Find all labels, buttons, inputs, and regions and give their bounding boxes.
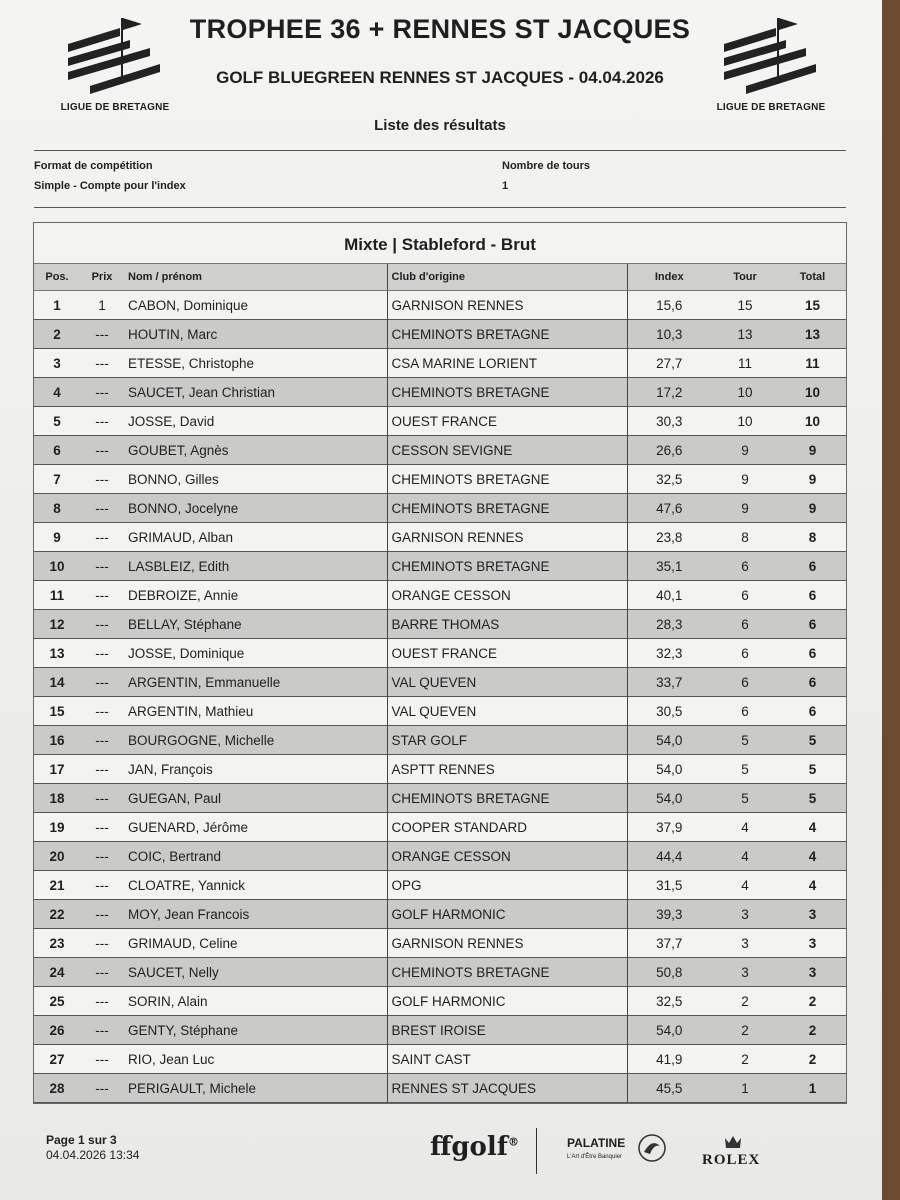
cell-index: 27,7 [627,349,711,378]
table-header-row [34,264,846,291]
table-row [34,610,846,639]
format-value: Simple - Compte pour l'index [34,180,186,192]
table-row [34,900,846,929]
cell-name: BELLAY, Stéphane [124,610,387,639]
cell-name: CLOATRE, Yannick [124,871,387,900]
cell-pos: 11 [34,581,80,610]
cell-tour: 9 [711,494,779,523]
format-label: Format de compétition [34,160,153,172]
cell-pos: 12 [34,610,80,639]
cell-tour: 9 [711,465,779,494]
cell-club: SAINT CAST [387,1045,627,1074]
cell-club: VAL QUEVEN [387,668,627,697]
cell-index: 50,8 [627,958,711,987]
cell-index: 54,0 [627,1016,711,1045]
cell-prix: --- [80,378,124,407]
cell-total: 9 [779,465,846,494]
cell-tour: 2 [711,1016,779,1045]
cell-name: COIC, Bertrand [124,842,387,871]
cell-prix: --- [80,726,124,755]
results-table [34,263,846,1103]
cell-index: 54,0 [627,784,711,813]
table-row [34,552,846,581]
page-number: Page 1 sur 3 [46,1133,117,1147]
cell-index: 26,6 [627,436,711,465]
cell-prix: --- [80,871,124,900]
palatine-tagline: L'Art d'Être Banquier [567,1154,622,1160]
cell-total: 4 [779,813,846,842]
cell-name: JOSSE, David [124,407,387,436]
cell-prix: --- [80,407,124,436]
cell-pos: 27 [34,1045,80,1074]
cell-name: GOUBET, Agnès [124,436,387,465]
cell-club: BREST IROISE [387,1016,627,1045]
cell-tour: 9 [711,436,779,465]
cell-name: ARGENTIN, Emmanuelle [124,668,387,697]
col-header-pos: Pos. [34,264,80,291]
cell-tour: 10 [711,407,779,436]
cell-club: GARNISON RENNES [387,929,627,958]
cell-club: COOPER STANDARD [387,813,627,842]
cell-tour: 5 [711,784,779,813]
cell-pos: 23 [34,929,80,958]
cell-pos: 28 [34,1074,80,1103]
cell-pos: 9 [34,523,80,552]
cell-tour: 4 [711,813,779,842]
cell-name: CABON, Dominique [124,291,387,320]
logo-left-text: LIGUE DE BRETAGNE [60,102,170,113]
cell-name: LASBLEIZ, Edith [124,552,387,581]
cell-prix: --- [80,784,124,813]
cell-name: SAUCET, Jean Christian [124,378,387,407]
cell-pos: 6 [34,436,80,465]
cell-prix: --- [80,668,124,697]
col-header-total: Total [779,264,846,291]
cell-tour: 4 [711,842,779,871]
cell-total: 2 [779,1045,846,1074]
cell-club: CHEMINOTS BRETAGNE [387,958,627,987]
cell-club: CSA MARINE LORIENT [387,349,627,378]
cell-name: ETESSE, Christophe [124,349,387,378]
cell-total: 6 [779,610,846,639]
league-logo-right [696,14,846,113]
cell-total: 4 [779,871,846,900]
cell-tour: 15 [711,291,779,320]
cell-index: 45,5 [627,1074,711,1103]
cell-prix: --- [80,465,124,494]
cell-total: 10 [779,407,846,436]
cell-name: DEBROIZE, Annie [124,581,387,610]
flag-course-icon [60,14,170,104]
cell-club: CHEMINOTS BRETAGNE [387,465,627,494]
flag-course-icon [716,14,826,104]
cell-pos: 7 [34,465,80,494]
cell-index: 32,3 [627,639,711,668]
cell-name: JOSSE, Dominique [124,639,387,668]
cell-tour: 6 [711,552,779,581]
cell-prix: --- [80,552,124,581]
cell-prix: --- [80,639,124,668]
cell-club: BARRE THOMAS [387,610,627,639]
cell-pos: 13 [34,639,80,668]
cell-tour: 6 [711,697,779,726]
cell-total: 9 [779,494,846,523]
cell-total: 4 [779,842,846,871]
cell-prix: --- [80,610,124,639]
cell-total: 11 [779,349,846,378]
cell-name: JAN, François [124,755,387,784]
cell-prix: --- [80,958,124,987]
cell-tour: 2 [711,987,779,1016]
cell-total: 6 [779,639,846,668]
cell-prix: --- [80,987,124,1016]
cell-prix: 1 [80,291,124,320]
page-title: TROPHEE 36 + RENNES ST JACQUES [189,14,691,44]
cell-pos: 18 [34,784,80,813]
cell-index: 32,5 [627,465,711,494]
cell-index: 37,9 [627,813,711,842]
cell-total: 2 [779,1016,846,1045]
cell-index: 54,0 [627,755,711,784]
cell-total: 10 [779,378,846,407]
cell-index: 39,3 [627,900,711,929]
registered-mark: ® [507,1135,519,1149]
cell-prix: --- [80,813,124,842]
cell-total: 13 [779,320,846,349]
cell-total: 5 [779,784,846,813]
cell-tour: 5 [711,726,779,755]
cell-index: 10,3 [627,320,711,349]
cell-pos: 14 [34,668,80,697]
table-row [34,871,846,900]
cell-club: GOLF HARMONIC [387,900,627,929]
cell-total: 3 [779,900,846,929]
cell-index: 40,1 [627,581,711,610]
table-title: Mixte | Stableford - Brut [344,235,536,254]
rolex-logo: ROLEX [702,1152,761,1168]
cell-name: GUEGAN, Paul [124,784,387,813]
cell-index: 17,2 [627,378,711,407]
table-row [34,813,846,842]
cell-pos: 3 [34,349,80,378]
cell-prix: --- [80,1016,124,1045]
cell-tour: 3 [711,929,779,958]
cell-pos: 24 [34,958,80,987]
cell-index: 23,8 [627,523,711,552]
cell-pos: 15 [34,697,80,726]
table-row [34,465,846,494]
cell-name: GRIMAUD, Celine [124,929,387,958]
cell-prix: --- [80,697,124,726]
table-row [34,697,846,726]
cell-tour: 2 [711,1045,779,1074]
cell-tour: 6 [711,668,779,697]
cell-name: GUENARD, Jérôme [124,813,387,842]
cell-index: 47,6 [627,494,711,523]
cell-prix: --- [80,929,124,958]
cell-prix: --- [80,581,124,610]
cell-prix: --- [80,842,124,871]
cell-index: 41,9 [627,1045,711,1074]
cell-total: 5 [779,755,846,784]
table-row [34,523,846,552]
cell-pos: 22 [34,900,80,929]
cell-club: GARNISON RENNES [387,291,627,320]
table-row [34,987,846,1016]
cell-total: 6 [779,697,846,726]
cell-index: 31,5 [627,871,711,900]
cell-tour: 4 [711,871,779,900]
cell-prix: --- [80,494,124,523]
table-row [34,407,846,436]
cell-prix: --- [80,755,124,784]
cell-tour: 5 [711,755,779,784]
crown-icon [724,1134,742,1150]
table-row [34,581,846,610]
cell-club: GOLF HARMONIC [387,987,627,1016]
logo-right-text: LIGUE DE BRETAGNE [716,102,826,113]
cell-club: GARNISON RENNES [387,523,627,552]
table-row [34,929,846,958]
divider [34,150,846,151]
cell-prix: --- [80,523,124,552]
table-row [34,1045,846,1074]
col-header-index: Index [627,264,711,291]
cell-tour: 10 [711,378,779,407]
table-row [34,842,846,871]
divider [34,207,846,208]
cell-club: OPG [387,871,627,900]
table-row [34,378,846,407]
table-row [34,436,846,465]
cell-pos: 8 [34,494,80,523]
palatine-logo: PALATINE [567,1136,626,1150]
cell-name: RIO, Jean Luc [124,1045,387,1074]
page-subtitle: GOLF BLUEGREEN RENNES ST JACQUES - 04.04.2026 [216,68,664,87]
print-timestamp: 04.04.2026 13:34 [46,1148,140,1162]
cell-prix: --- [80,1074,124,1103]
cell-index: 54,0 [627,726,711,755]
table-row [34,726,846,755]
col-header-name: Nom / prénom [124,264,387,291]
cell-name: SORIN, Alain [124,987,387,1016]
cell-prix: --- [80,900,124,929]
cell-club: CHEMINOTS BRETAGNE [387,784,627,813]
cell-name: GRIMAUD, Alban [124,523,387,552]
col-header-prix: Prix [80,264,124,291]
cell-pos: 2 [34,320,80,349]
cell-prix: --- [80,320,124,349]
cell-tour: 3 [711,958,779,987]
cell-name: SAUCET, Nelly [124,958,387,987]
cell-pos: 16 [34,726,80,755]
table-row [34,639,846,668]
cell-name: GENTY, Stéphane [124,1016,387,1045]
cell-name: MOY, Jean Francois [124,900,387,929]
rounds-label: Nombre de tours [502,160,591,172]
cell-prix: --- [80,436,124,465]
cell-pos: 25 [34,987,80,1016]
cell-prix: --- [80,349,124,378]
cell-total: 2 [779,987,846,1016]
table-row [34,494,846,523]
cell-club: ORANGE CESSON [387,581,627,610]
cell-total: 9 [779,436,846,465]
cell-index: 37,7 [627,929,711,958]
cell-name: BOURGOGNE, Michelle [124,726,387,755]
cell-tour: 1 [711,1074,779,1103]
table-row [34,958,846,987]
cell-pos: 17 [34,755,80,784]
cell-tour: 3 [711,900,779,929]
cell-tour: 6 [711,639,779,668]
cell-total: 8 [779,523,846,552]
cell-pos: 5 [34,407,80,436]
cell-club: ASPTT RENNES [387,755,627,784]
section-title: Liste des résultats [374,117,506,134]
table-row [34,755,846,784]
table-row [34,291,846,320]
cell-pos: 1 [34,291,80,320]
results-table-box [33,222,847,1104]
cell-pos: 21 [34,871,80,900]
cell-club: CHEMINOTS BRETAGNE [387,552,627,581]
cell-index: 15,6 [627,291,711,320]
cell-pos: 10 [34,552,80,581]
cell-club: OUEST FRANCE [387,407,627,436]
cell-index: 30,3 [627,407,711,436]
cell-total: 6 [779,668,846,697]
cell-club: CHEMINOTS BRETAGNE [387,320,627,349]
cell-name: PERIGAULT, Michele [124,1074,387,1103]
cell-name: HOUTIN, Marc [124,320,387,349]
cell-tour: 11 [711,349,779,378]
cell-tour: 6 [711,610,779,639]
cell-club: CHEMINOTS BRETAGNE [387,378,627,407]
ffgolf-logo [430,1132,519,1162]
footer-divider [536,1128,537,1174]
cell-index: 33,7 [627,668,711,697]
cell-prix: --- [80,1045,124,1074]
cell-club: OUEST FRANCE [387,639,627,668]
table-row [34,1016,846,1045]
cell-club: RENNES ST JACQUES [387,1074,627,1103]
cell-tour: 13 [711,320,779,349]
table-row [34,320,846,349]
cell-total: 6 [779,581,846,610]
cell-total: 6 [779,552,846,581]
cell-tour: 6 [711,581,779,610]
cell-name: BONNO, Jocelyne [124,494,387,523]
table-row [34,668,846,697]
cell-total: 3 [779,958,846,987]
ffgolf-text: ffgolf [430,1132,508,1162]
cell-club: CHEMINOTS BRETAGNE [387,494,627,523]
table-row [34,1074,846,1103]
cell-total: 3 [779,929,846,958]
table-row [34,784,846,813]
cell-index: 44,4 [627,842,711,871]
cell-club: VAL QUEVEN [387,697,627,726]
cell-pos: 4 [34,378,80,407]
col-header-tour: Tour [711,264,779,291]
cell-name: BONNO, Gilles [124,465,387,494]
cell-club: STAR GOLF [387,726,627,755]
cell-pos: 26 [34,1016,80,1045]
cell-index: 28,3 [627,610,711,639]
cell-club: CESSON SEVIGNE [387,436,627,465]
cell-pos: 20 [34,842,80,871]
cell-tour: 8 [711,523,779,552]
cell-index: 30,5 [627,697,711,726]
cell-name: ARGENTIN, Mathieu [124,697,387,726]
cell-total: 1 [779,1074,846,1103]
palatine-emblem-icon [636,1132,668,1164]
col-header-club: Club d'origine [387,264,627,291]
table-row [34,349,846,378]
rounds-value: 1 [502,180,509,192]
cell-index: 35,1 [627,552,711,581]
cell-club: ORANGE CESSON [387,842,627,871]
cell-total: 5 [779,726,846,755]
cell-pos: 19 [34,813,80,842]
cell-total: 15 [779,291,846,320]
cell-index: 32,5 [627,987,711,1016]
